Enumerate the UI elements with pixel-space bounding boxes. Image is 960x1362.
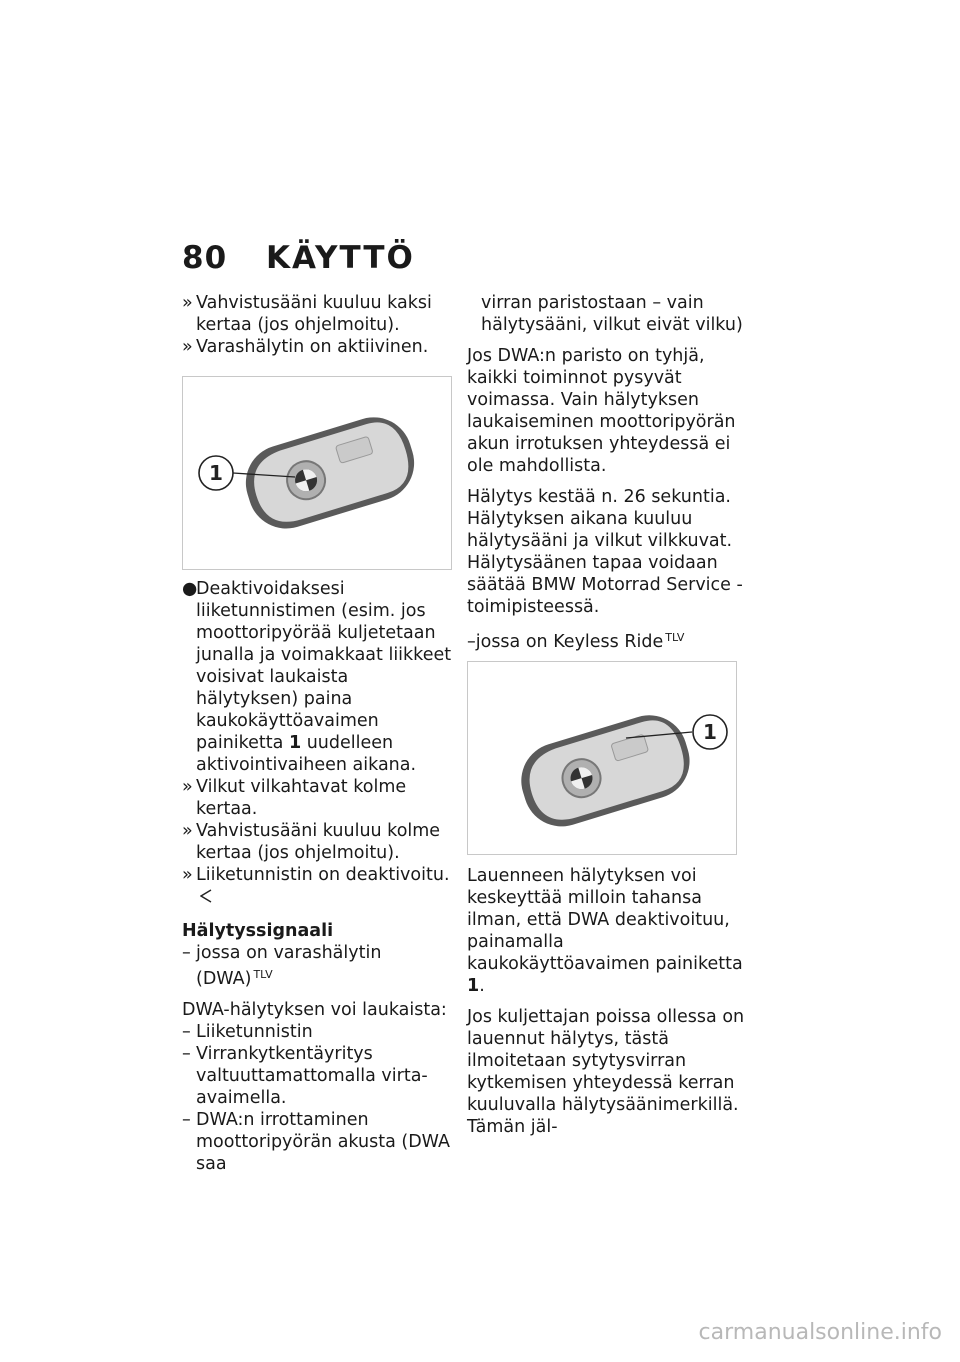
instruction-item [182,578,454,776]
result-text: Varashälytin on aktiivinen. [196,337,429,357]
paragraph [467,865,747,997]
double-chevron-icon: » [182,777,193,797]
superscript: TLV [253,968,273,981]
trigger-item [182,1043,454,1109]
continued-text: virran paristostaan – vain hälytysääni, vilkut eivät vilku) [481,293,743,335]
trigger-text: Virrankytkentäyritys valtuuttamattomalla virta-avaimella. [196,1044,428,1108]
condition-label: jossa on Keyless Ride [475,632,664,652]
trigger-item [182,1021,454,1043]
result-item [182,820,454,864]
condition-text: jossa on varashälytin (DWA) [196,943,382,989]
result-text: Vahvistusääni kuuluu kaksi kertaa (jos ohjelmoitu). [196,293,432,335]
dash-icon: – [182,1044,191,1064]
page-header [182,240,415,276]
section-heading: Hälytyssignaali [182,921,334,941]
result-item [182,292,454,336]
page-number: 80 [182,240,228,276]
watermark: carmanualsonline.info [698,1320,942,1345]
dash-icon: – [182,943,191,963]
double-chevron-icon: » [182,821,193,841]
result-item [182,864,454,909]
reference-number: 1 [467,976,480,996]
double-chevron-icon: » [182,337,193,357]
condition-text [467,627,747,653]
result-text: Vahvistusääni kuuluu kolme kertaa (jos ohjelmoitu). [196,821,441,863]
triggers-intro: DWA-hälytyksen voi laukaista: [182,1000,447,1020]
chapter-title: KÄYTTÖ [266,240,415,276]
trigger-item [182,1109,454,1175]
result-text: Liiketunnistin on deaktivoitu. [196,865,450,885]
key-fob-figure [467,661,737,855]
result-item [182,776,454,820]
dash-icon: – [182,1022,191,1042]
figure-callout: 1 [209,461,223,485]
paragraph-text: . [479,976,485,996]
trigger-text: Liiketunnistin [196,1022,313,1042]
trigger-text: DWA:n irrottaminen moottoripyörän akusta (DWA saa [196,1110,450,1174]
result-text: Vilkut vilkahtavat kolme kertaa. [196,777,407,819]
instruction-text: uudelleen aktivointivaiheen aikana. [196,733,417,775]
bullet-icon: ● [182,579,198,599]
right-column [467,292,747,1138]
left-column [182,292,454,1175]
figure-callout: 1 [703,720,717,744]
double-chevron-icon: » [182,293,193,313]
paragraph-text: Lauenneen hälytyksen voi keskeyttää milloin tahansa ilman, että DWA deaktivoituu, painamalla kaukokäyttöavaimen painiketta [467,866,743,974]
dash-icon: – [182,1110,191,1130]
paragraph: Hälytys kestää n. 26 sekuntia. Hälytyksen aikana kuuluu hälytysääni ja vilkut vilkkuvat. Hälytysäänen tapaa voidaan säätää BMW Motorrad Service -toimipisteessä. [467,487,743,617]
double-chevron-icon: » [182,865,193,885]
end-triangle-icon [200,887,212,909]
paragraph: Jos kuljettajan poissa ollessa on lauennut hälytys, tästä ilmoitetaan sytytysvirran kytkemisen yhteydessä kerran kuuluvalla hälytysäänimerkillä. Tämän jäl- [467,1007,745,1137]
condition-item [182,942,454,990]
superscript: TLV [665,631,685,644]
instruction-text: Deaktivoidaksesi liiketunnistimen (esim. jos moottoripyörää kuljetetaan junalla ja voimakkaat liikkeet voisivat laukaista hälytyksen) paina kaukokäyttöavaimen painiketta [196,579,452,753]
key-fob-figure [182,376,452,570]
paragraph: Jos DWA:n paristo on tyhjä, kaikki toiminnot pysyvät voimassa. Vain hälytyksen laukaiseminen moottoripyörän akun irrotuksen yhteydessä ei ole mahdollista. [467,346,736,476]
reference-number: 1 [288,733,302,753]
result-item [182,336,454,358]
dash-icon: – [467,632,476,652]
